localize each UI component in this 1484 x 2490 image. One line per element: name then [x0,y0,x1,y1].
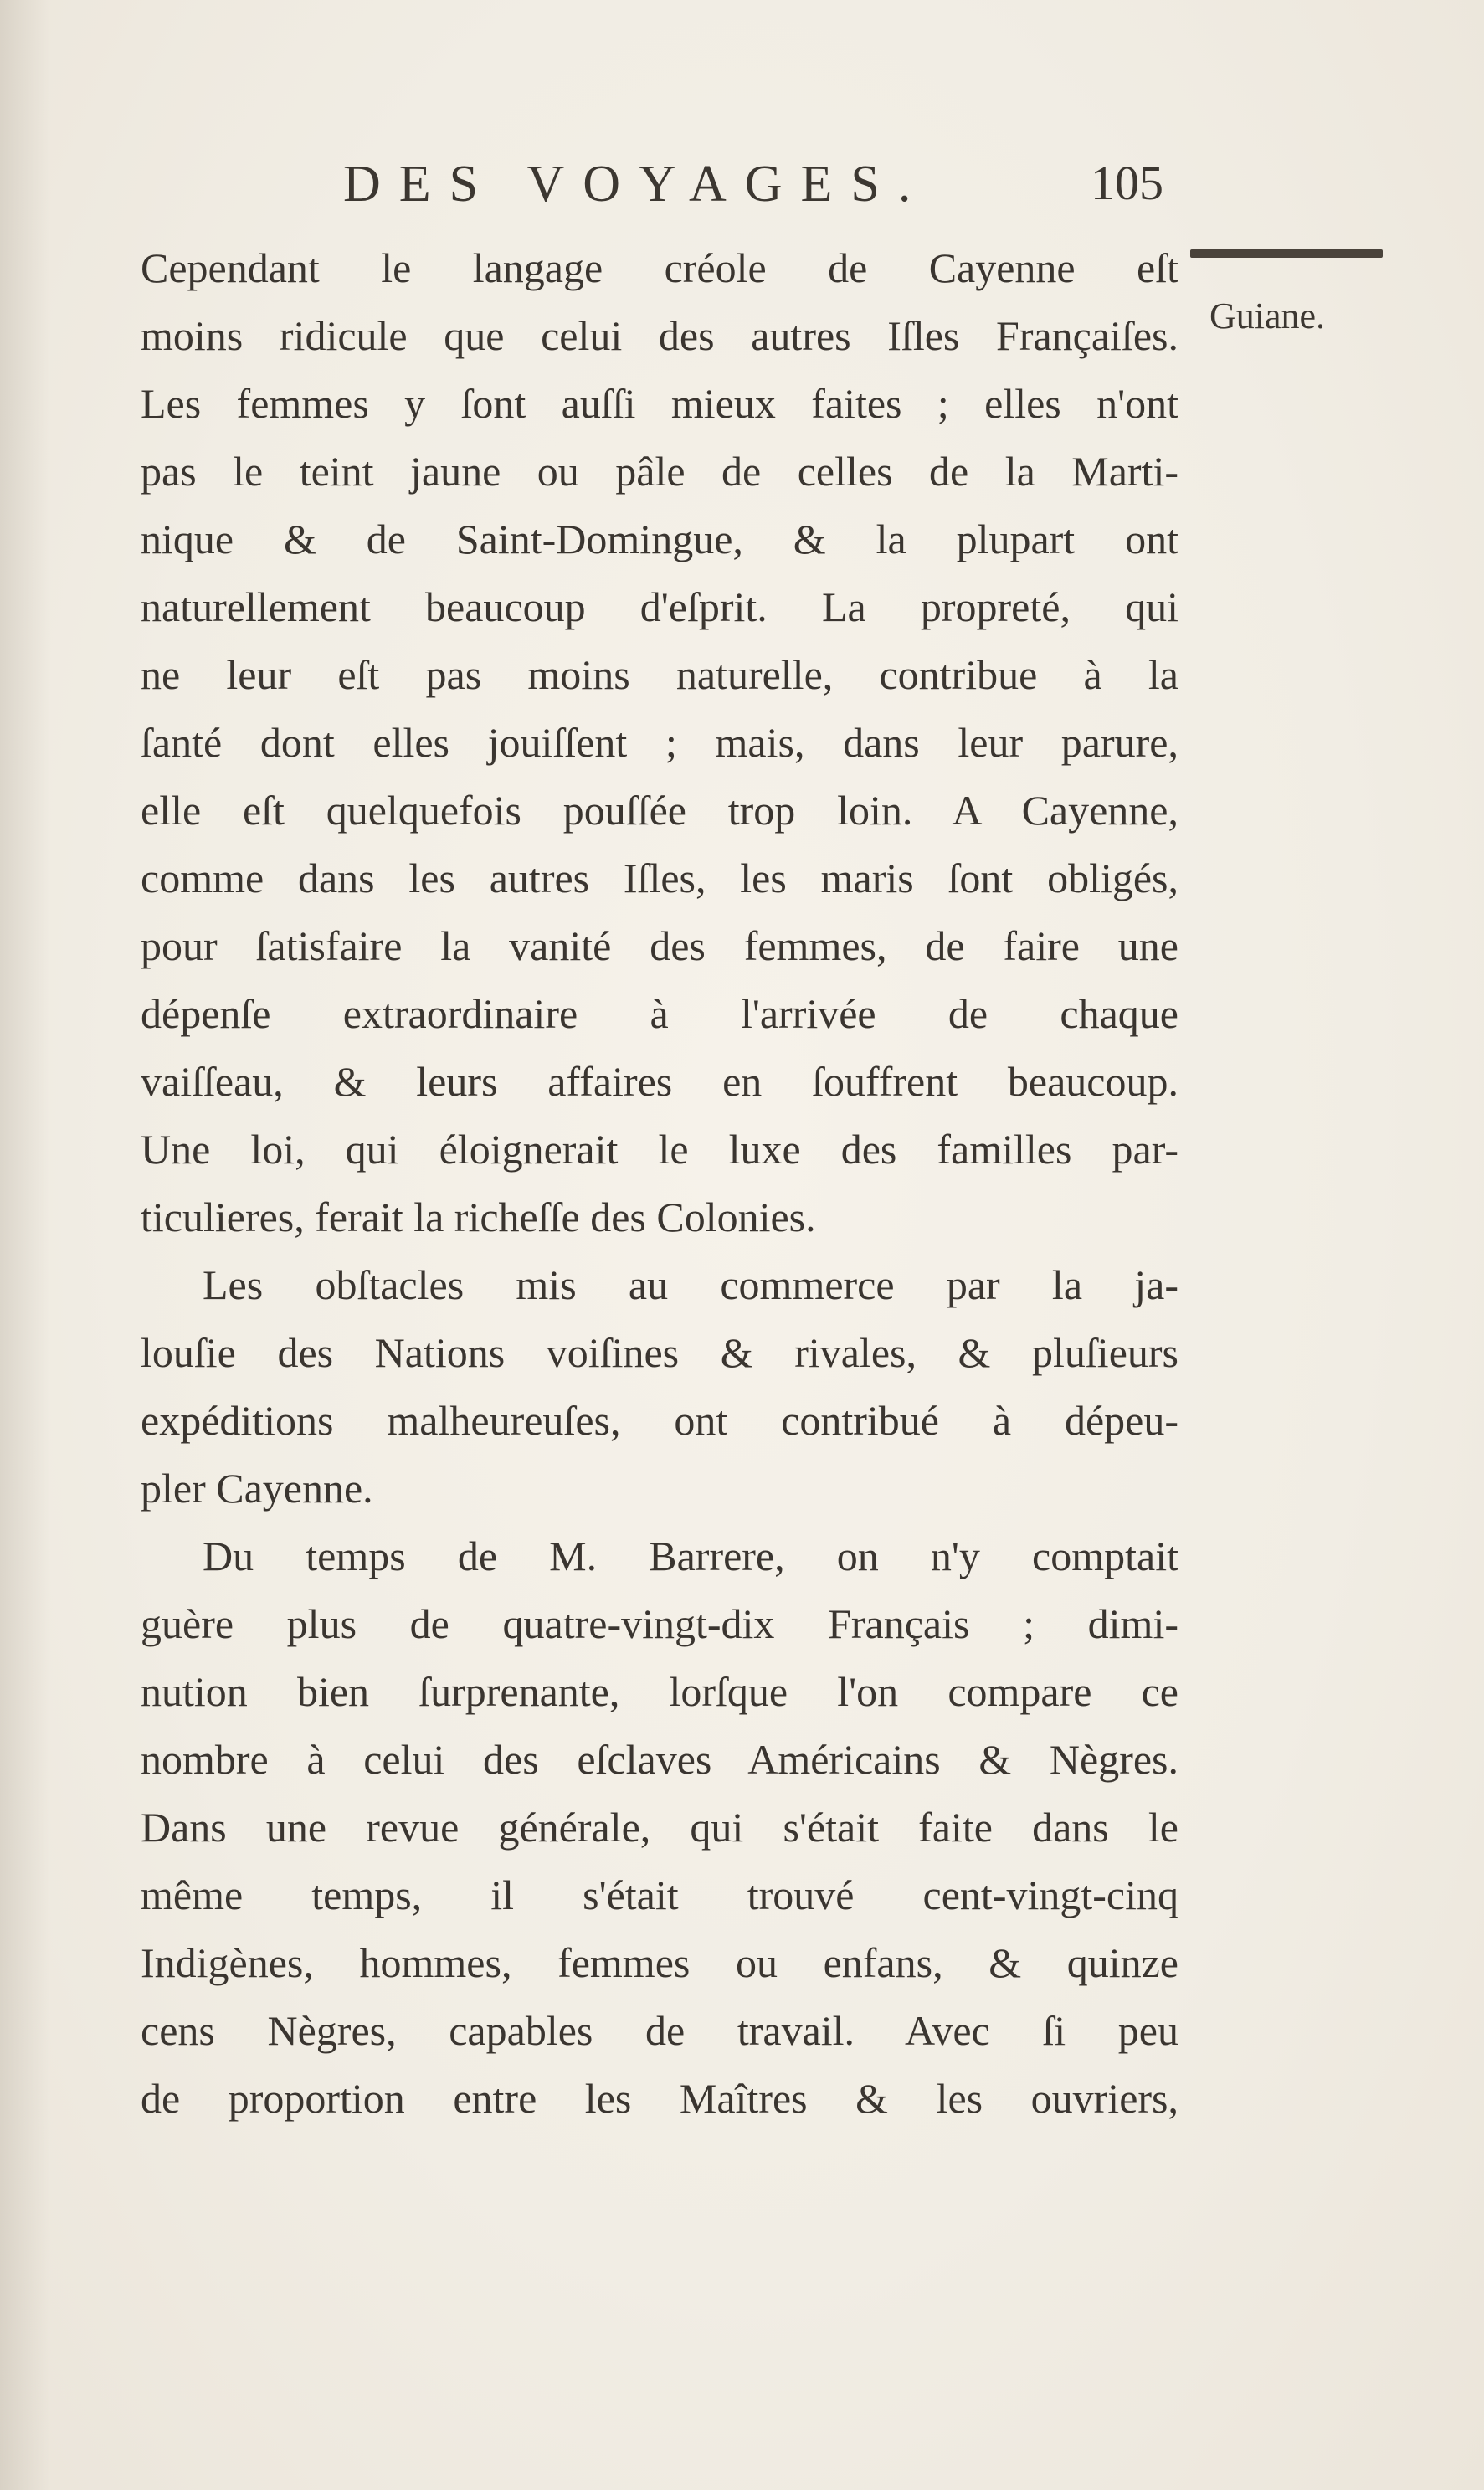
body-text [141,234,1178,2133]
text-line: pas le teint jaune ou pâle de celles de la Marti- [141,448,1178,495]
text-line: moins ridicule que celui des autres Iſles Françaiſes. [141,312,1178,359]
text-line: même temps, il s'était trouvé cent-vingt-cinq [141,1871,1178,1918]
margin-note: Guiane. [1209,295,1326,336]
text-line: Du temps de M. Barrere, on n'y comptait [203,1533,1178,1579]
text-line: expéditions malheureuſes, ont contribué à dépeu- [141,1397,1178,1444]
text-line: pler Cayenne. [141,1465,373,1512]
text-line: pour ſatisfaire la vanité des femmes, de faire une [141,922,1178,969]
text-line: ſanté dont elles jouiſſent ; mais, dans leur parure, [141,719,1178,766]
text-line: nombre à celui des eſclaves Américains & Nègres. [141,1736,1178,1783]
page-header [343,155,1163,230]
text-line: Indigènes, hommes, femmes ou enfans, & quinze [141,1939,1178,1986]
text-line: de proportion entre les Maîtres & les ouvriers, [141,2075,1178,2122]
text-line: nique & de Saint-Domingue, & la plupart ont [141,516,1178,562]
text-line: ne leur eſt pas moins naturelle, contribue à la [141,651,1178,698]
margin-rule [1190,249,1383,258]
text-line: Les obſtacles mis au commerce par la ja- [203,1261,1178,1308]
text-line: Les femmes y ſont auſſi mieux faites ; elles n'ont [141,380,1178,427]
text-line: louſie des Nations voiſines & rivales, & pluſieurs [141,1329,1178,1376]
text-line: ticulieres, ferait la richeſſe des Colonies. [141,1194,816,1240]
text-line: guère plus de quatre-vingt-dix Français ; dimi- [141,1600,1178,1647]
text-line: Une loi, qui éloignerait le luxe des familles par- [141,1126,1178,1173]
text-line: naturellement beaucoup d'eſprit. La propreté, qui [141,583,1178,630]
text-line: Cependant le langage créole de Cayenne eſt [141,244,1178,291]
running-title: DES VOYAGES. [343,156,930,213]
text-line: elle eſt quelquefois pouſſée trop loin. A Cayenne, [141,787,1178,834]
text-line: cens Nègres, capables de travail. Avec ſi peu [141,2007,1178,2054]
text-line: comme dans les autres Iſles, les maris ſont obligés, [141,855,1178,901]
text-line: dépenſe extraordinaire à l'arrivée de chaque [141,990,1178,1037]
text-line: Dans une revue générale, qui s'était faite dans le [141,1804,1178,1851]
text-line: vaiſſeau, & leurs affaires en ſouffrent beaucoup. [141,1058,1178,1105]
page-number: 105 [1091,156,1163,210]
text-line: nution bien ſurprenante, lorſque l'on compare ce [141,1668,1178,1715]
page-fold-shadow [0,0,50,2490]
